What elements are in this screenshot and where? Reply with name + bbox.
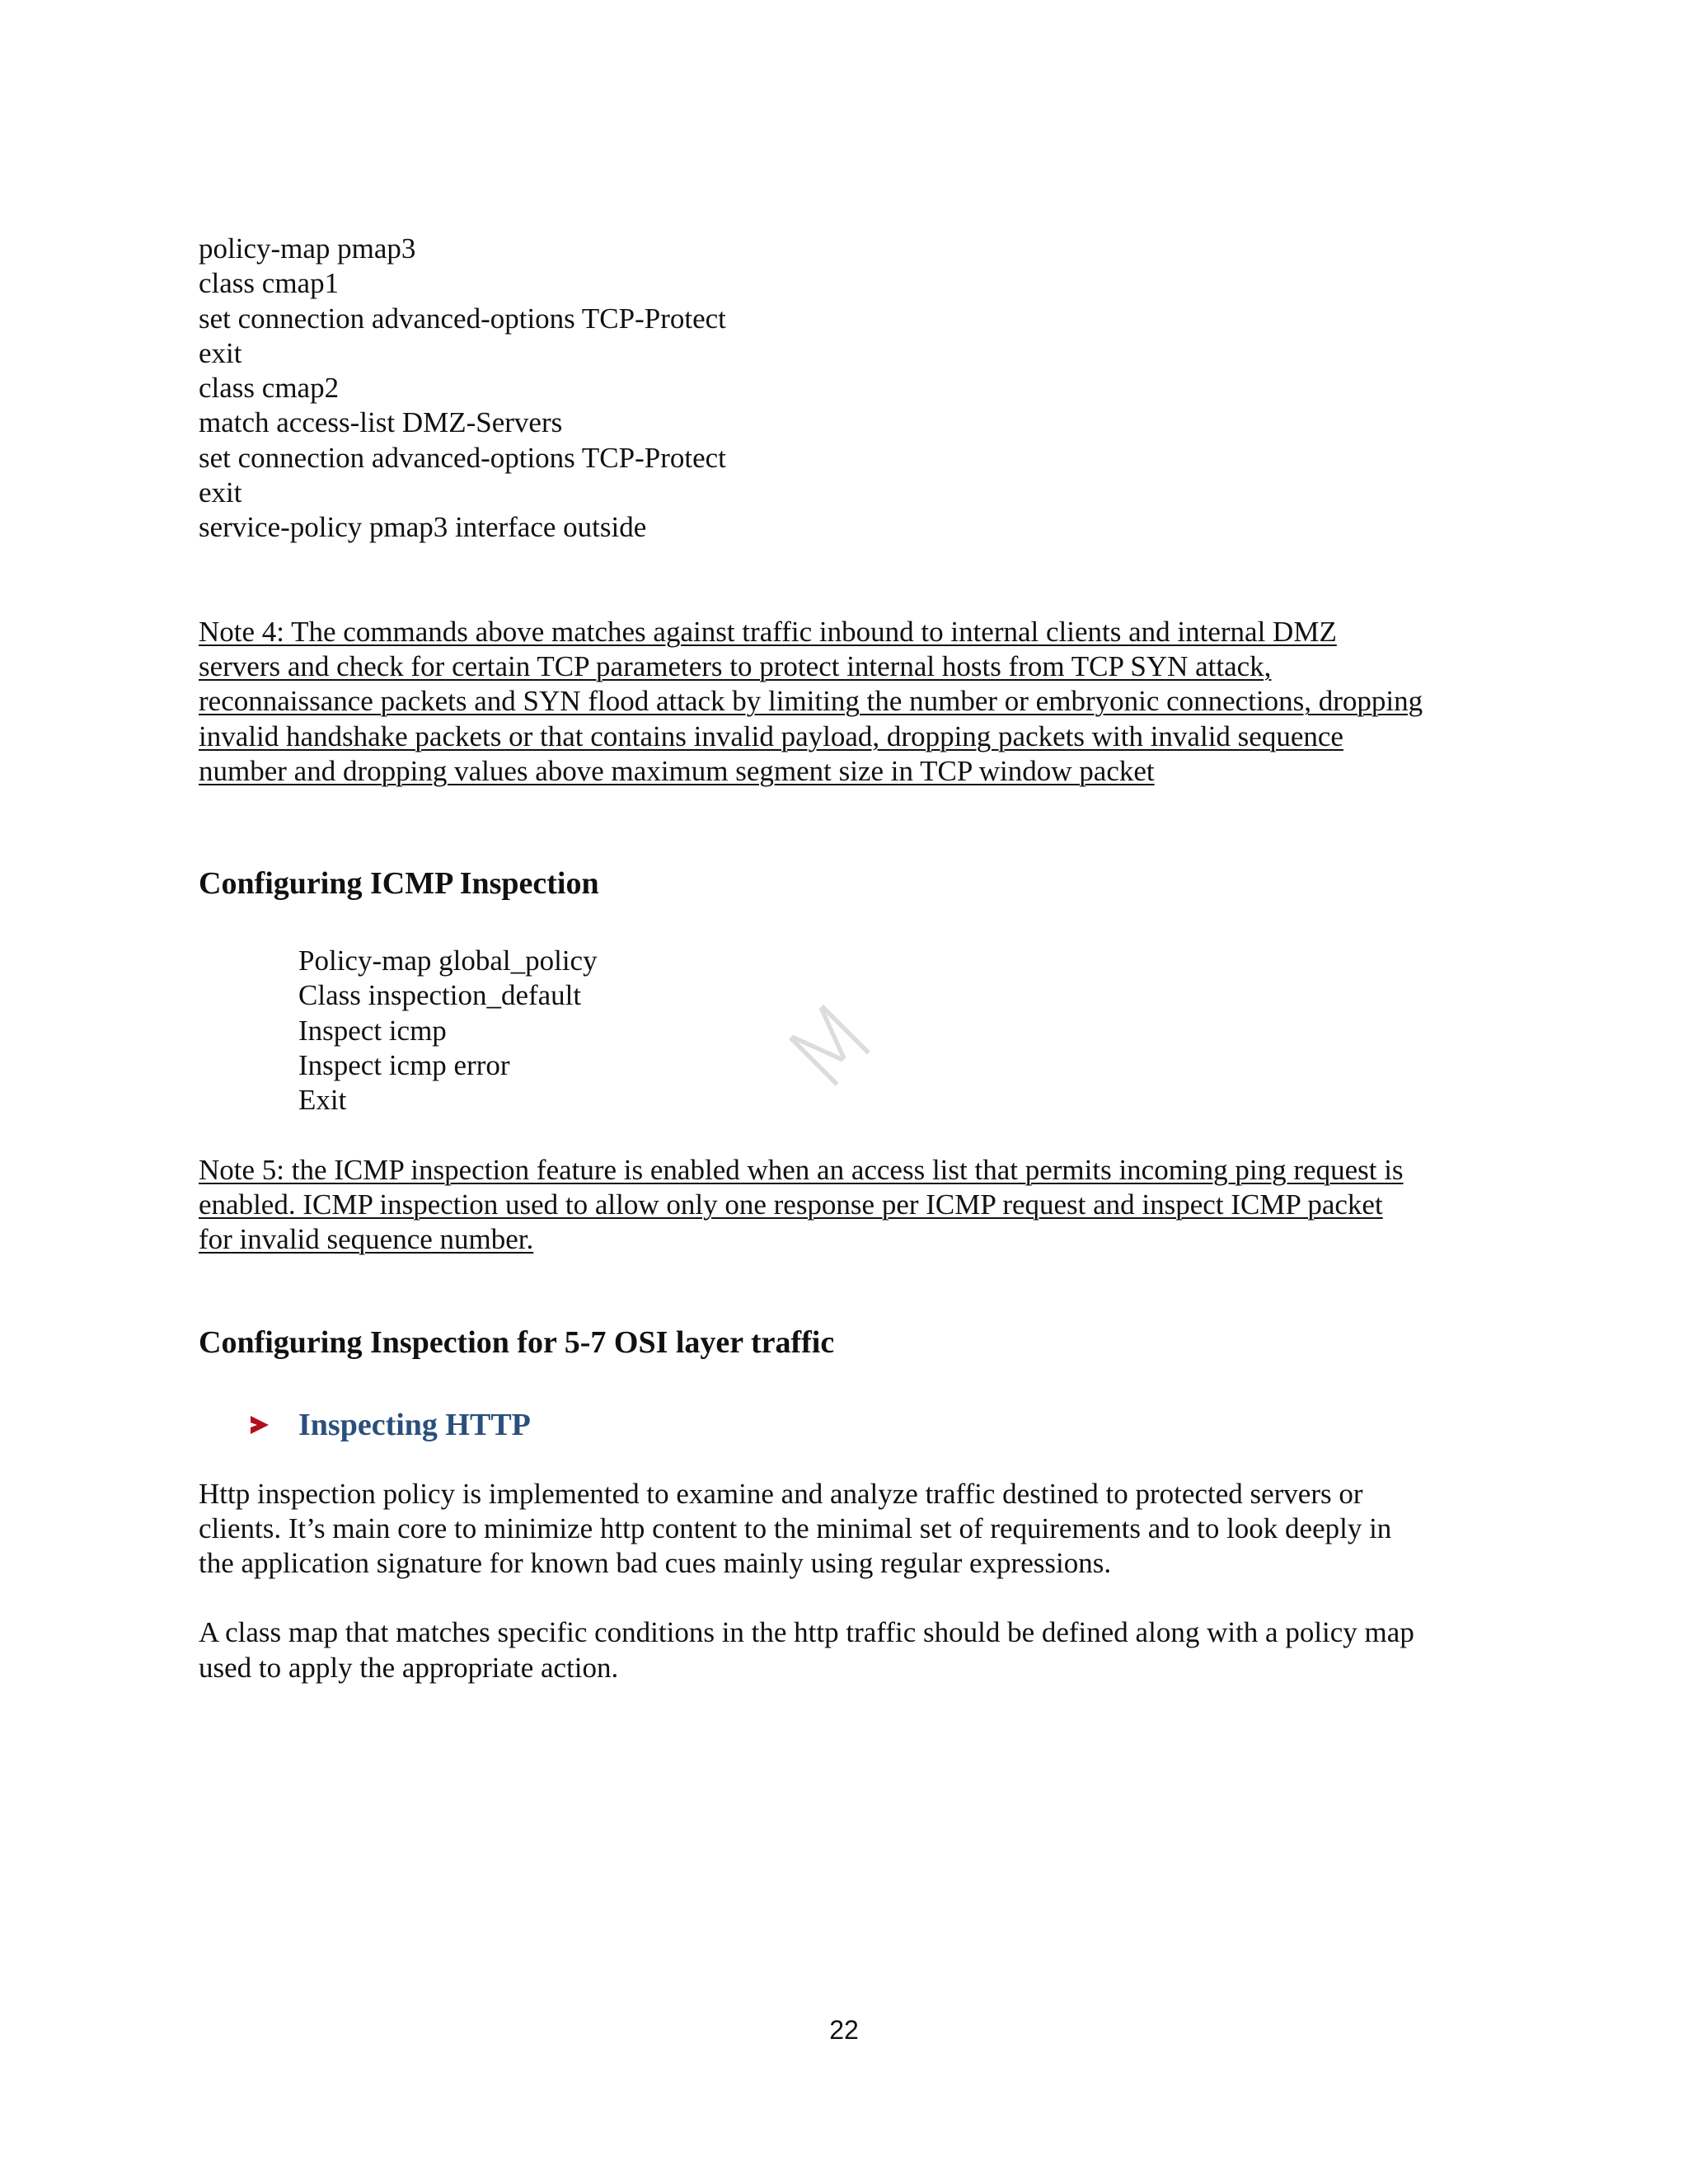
- page-content: [199, 232, 1501, 1685]
- page-number: 22: [829, 2015, 859, 2045]
- code-line: class cmap2: [199, 372, 340, 405]
- note-line: enabled. ICMP inspection used to allow only one response per ICMP request and inspect ICMP packet: [199, 1188, 1383, 1221]
- paragraph-http-policy: [199, 1477, 1501, 1582]
- code-line: Class inspection_default: [298, 979, 582, 1012]
- note-line: for invalid sequence number.: [199, 1223, 534, 1256]
- code-line: exit: [199, 476, 242, 509]
- arrow-bullet-icon: [251, 1416, 269, 1434]
- heading-osi-inspection: Configuring Inspection for 5-7 OSI layer traffic: [199, 1324, 835, 1360]
- subheading-inspecting-http: [199, 1406, 1501, 1444]
- code-block-global-policy: [199, 944, 1501, 1118]
- code-line: service-policy pmap3 interface outside: [199, 511, 647, 544]
- paragraph-line: Http inspection policy is implemented to examine and analyze traffic destined to protected servers or: [199, 1477, 1363, 1510]
- code-line: Policy-map global_policy: [298, 944, 598, 977]
- watermark-m: M: [765, 980, 897, 1112]
- code-line: set connection advanced-options TCP-Protect: [199, 441, 726, 474]
- note-5: [199, 1153, 1501, 1258]
- note-line: Note 4: The commands above matches against traffic inbound to internal clients and internal DMZ: [199, 615, 1337, 648]
- paragraph-line: the application signature for known bad cues mainly using regular expressions.: [199, 1547, 1112, 1580]
- paragraph-class-map: [199, 1615, 1501, 1685]
- paragraph-line: used to apply the appropriate action.: [199, 1651, 619, 1684]
- code-line: policy-map pmap3: [199, 232, 416, 265]
- code-line: match access-list DMZ-Servers: [199, 406, 563, 439]
- code-line: Inspect icmp error: [298, 1049, 510, 1082]
- code-line: exit: [199, 336, 242, 369]
- code-block-pmap3: [199, 232, 1501, 546]
- paragraph-line: A class map that matches specific conditions in the http traffic should be defined along with a policy map: [199, 1616, 1414, 1649]
- code-line: class cmap1: [199, 267, 340, 300]
- note-line: servers and check for certain TCP parameters to protect internal hosts from TCP SYN attack,: [199, 649, 1272, 682]
- note-line: Note 5: the ICMP inspection feature is enabled when an access list that permits incoming ping request is: [199, 1153, 1404, 1186]
- paragraph-line: clients. It’s main core to minimize http content to the minimal set of requirements and to look deeply in: [199, 1511, 1392, 1544]
- subheading-text: Inspecting HTTP: [298, 1407, 531, 1442]
- note-line: number and dropping values above maximum segment size in TCP window packet: [199, 754, 1155, 787]
- note-line: invalid handshake packets or that contains invalid payload, dropping packets with invalid sequence: [199, 719, 1343, 752]
- note-line: reconnaissance packets and SYN flood attack by limiting the number or embryonic connections, dropping: [199, 685, 1423, 718]
- heading-icmp-inspection: Configuring ICMP Inspection: [199, 866, 599, 902]
- code-line: Inspect icmp: [298, 1014, 447, 1047]
- note-4: [199, 615, 1501, 789]
- code-line: Exit: [298, 1084, 347, 1117]
- code-line: set connection advanced-options TCP-Protect: [199, 302, 726, 335]
